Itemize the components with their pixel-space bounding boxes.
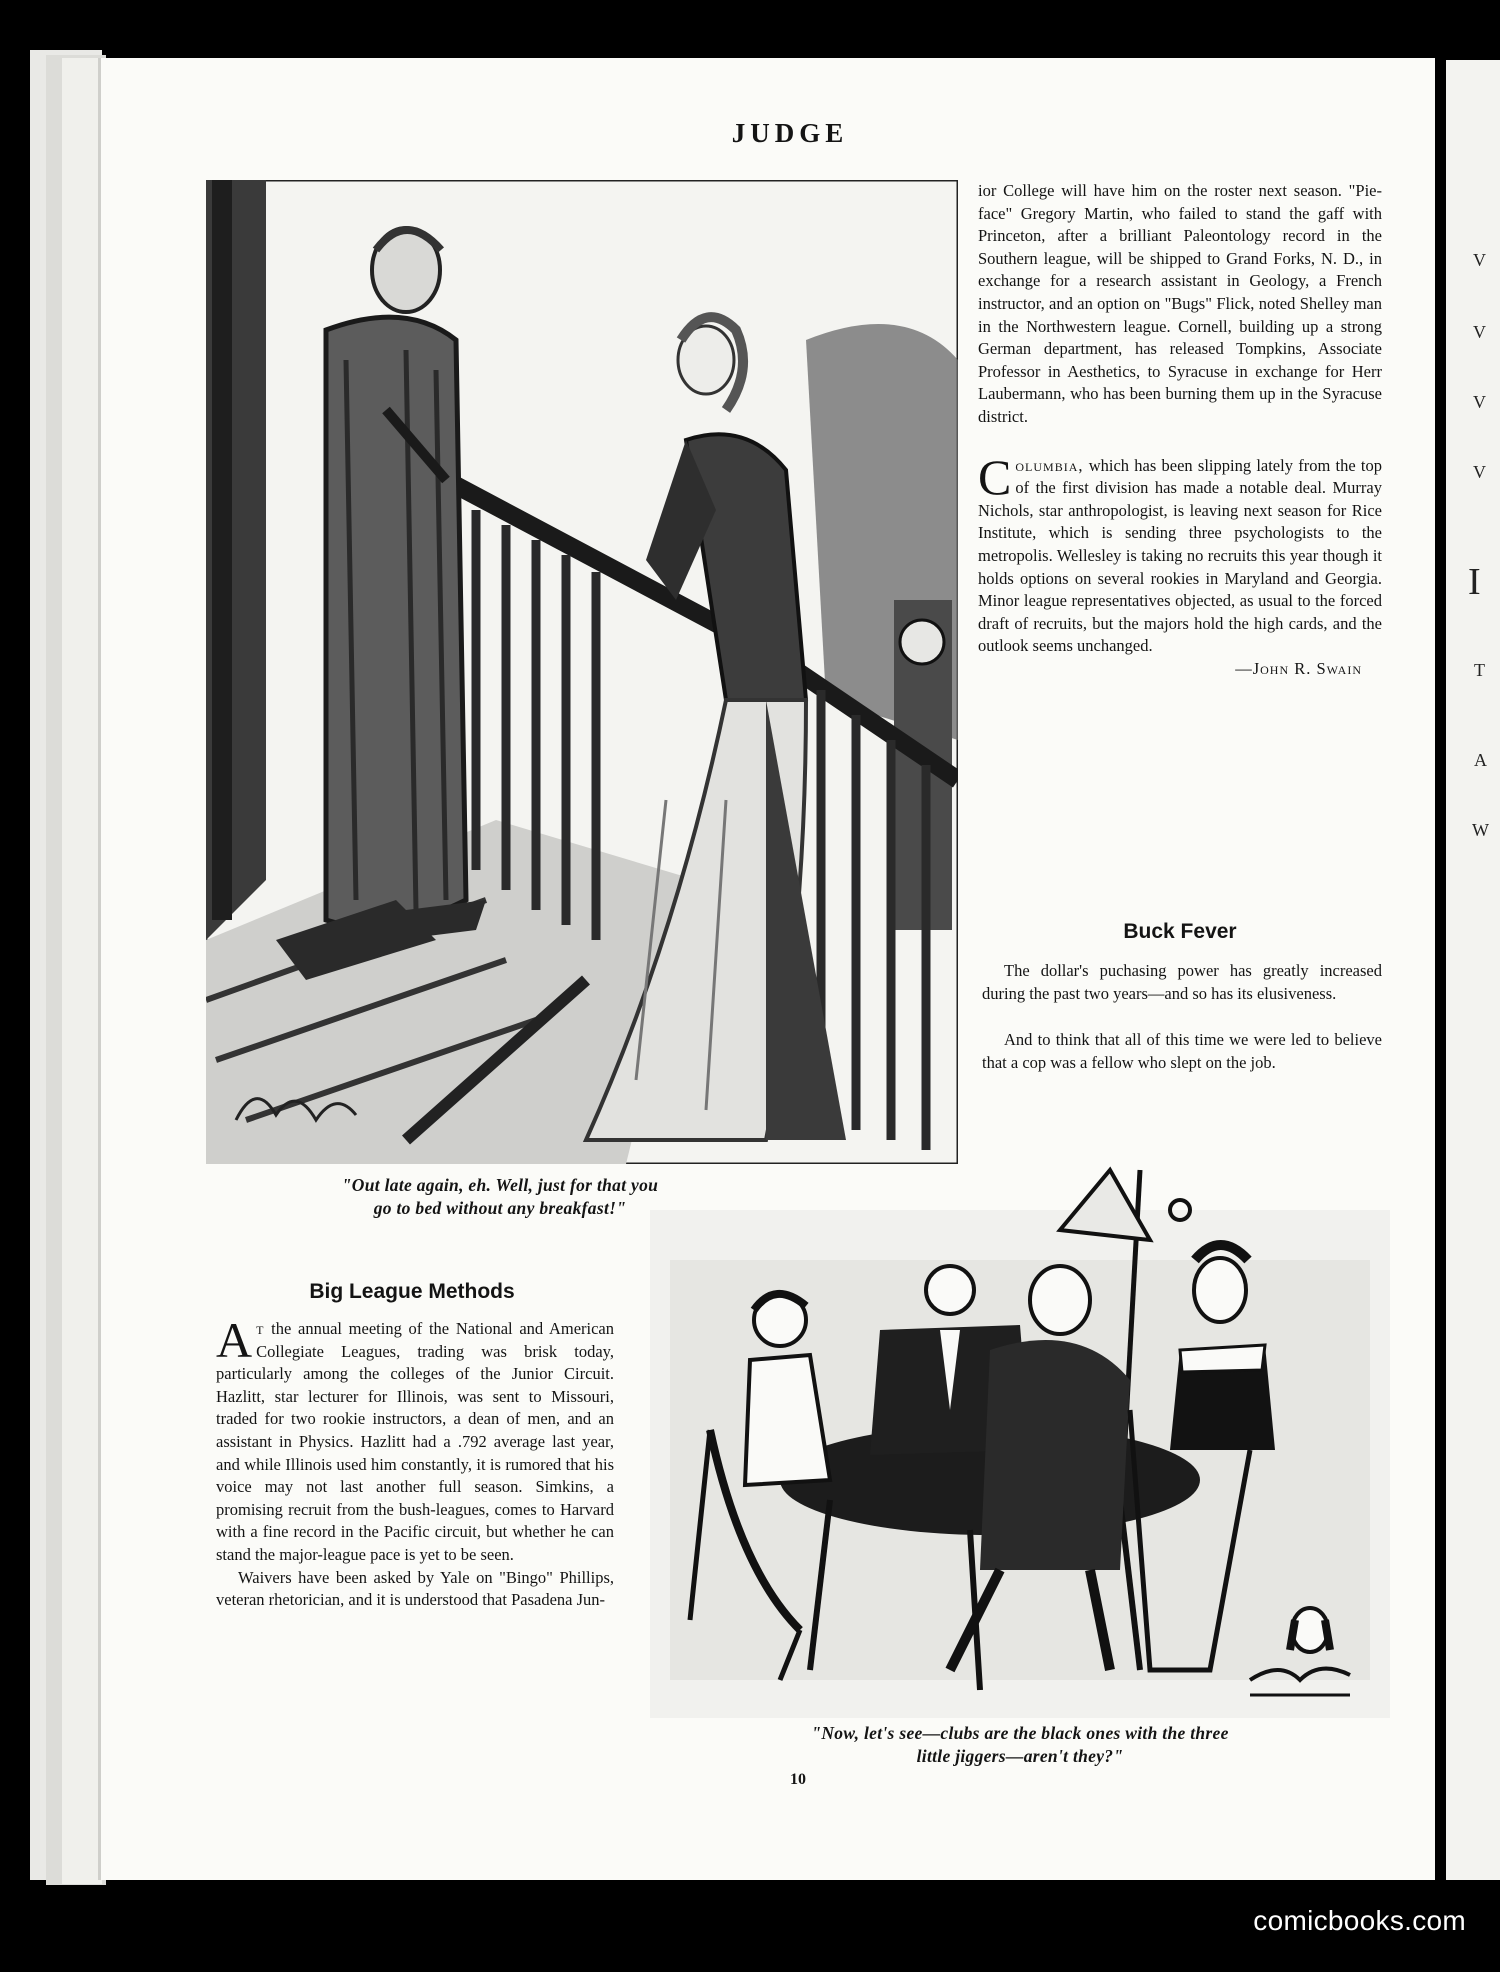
paragraph-text: which has been slipping lately from the top of the first division has made a notable deal. Murray Nichols, star anthropologist, is leaving next season for Rice Institute, which is sending three psychologists to the metropolis. Wellesley is taking no recruits this year though it holds options on several rookies in Maryland and Georgia. Minor league representatives objected, as usual to the forced draft of recruits, but the majors hold the high cards, and the outlook seems unchanged. — [978, 455, 1382, 656]
magazine-header: JUDGE — [731, 118, 849, 148]
next-page-fragment: V — [1473, 322, 1486, 342]
next-page-fragment: V — [1473, 250, 1486, 270]
next-page-fragment: V — [1473, 392, 1486, 412]
continued-article — [978, 180, 1382, 680]
page-number: 10 — [790, 1771, 806, 1788]
caption-line: "Now, let's see—clubs are the black ones with the three — [811, 1723, 1229, 1743]
next-page-fragment: I — [1468, 561, 1481, 603]
section-title-buck-fever: Buck Fever — [1123, 920, 1237, 943]
article-paragraph: ior College will have him on the roster next season. "Pie-face" Gregory Martin, who failed to stand the gaff with Princeton, after a brilliant Paleontology record in the Southern league, will be shipped to Grand Forks, N. D., in exchange for a research assistant in Geology, a French instructor, and an option on "Bugs" Flick, noted Shelley man in the Northwestern league. Cornell, building up a strong German department, has released Tompkins, Associate Professor in Aesthetics, to Syracuse in exchange for Herr Laubermann, who has been burning them up in the Syracuse district. — [978, 181, 1382, 426]
drop-cap: C — [978, 448, 1012, 505]
card-game-illustration — [650, 1150, 1390, 1718]
section-title-big-league-methods: Big League Methods — [309, 1280, 515, 1303]
buck-fever-text — [982, 960, 1382, 1074]
watermark: comicbooks.com — [1253, 1905, 1466, 1936]
next-page-edge — [1446, 60, 1500, 1880]
drop-cap: A — [216, 1312, 253, 1368]
article-paragraph — [978, 448, 1382, 658]
article-paragraph — [216, 1312, 614, 1567]
paragraph-text: the annual meeting of the National and American Collegiate Leagues, trading was brisk today, particularly among the colleges of the Junior Circuit. Hazlitt, star lecturer for Illinois, was sent to Missouri, traded for two rookie instructors, a dean of men, and an assistant in Physics. Hazlitt had a .792 average last year, and while Illinois used him constantly, it is rumored that his voice may not last another full season. Simkins, a promising recruit from the bush-leagues, comes to Harvard with a fine record in the Pacific circuit, but whether he can stand the major-league pace is yet to be seen. — [216, 1319, 614, 1564]
small-caps-lead: olumbia, — [1015, 455, 1084, 475]
caption-line: little jiggers—aren't they?" — [916, 1746, 1124, 1766]
next-page-fragment: T — [1474, 660, 1485, 680]
author-signature: —John R. Swain — [1235, 658, 1362, 678]
next-page-fragment: V — [1473, 462, 1486, 482]
bottom-illustration-caption — [690, 1722, 1350, 1768]
article-paragraph: The dollar's puchasing power has greatly increased during the past two years—and so has its elusiveness. — [982, 961, 1382, 1003]
next-page-fragment: A — [1474, 750, 1487, 770]
page-stack-edge — [62, 58, 102, 1884]
next-page-fragment: W — [1472, 820, 1489, 840]
staircase-illustration — [206, 180, 958, 1164]
article-paragraph: Waivers have been asked by Yale on "Bingo" Phillips, veteran rhetorician, and it is understood that Pasadena Jun- — [216, 1567, 614, 1610]
article-paragraph: And to think that all of this time we were led to believe that a cop was a fellow who slept on the job. — [982, 1030, 1382, 1072]
caption-line: go to bed without any breakfast!" — [373, 1198, 627, 1218]
big-league-text — [216, 1312, 614, 1612]
small-caps-lead: t — [256, 1319, 265, 1338]
caption-line: "Out late again, eh. Well, just for that you — [341, 1175, 659, 1195]
